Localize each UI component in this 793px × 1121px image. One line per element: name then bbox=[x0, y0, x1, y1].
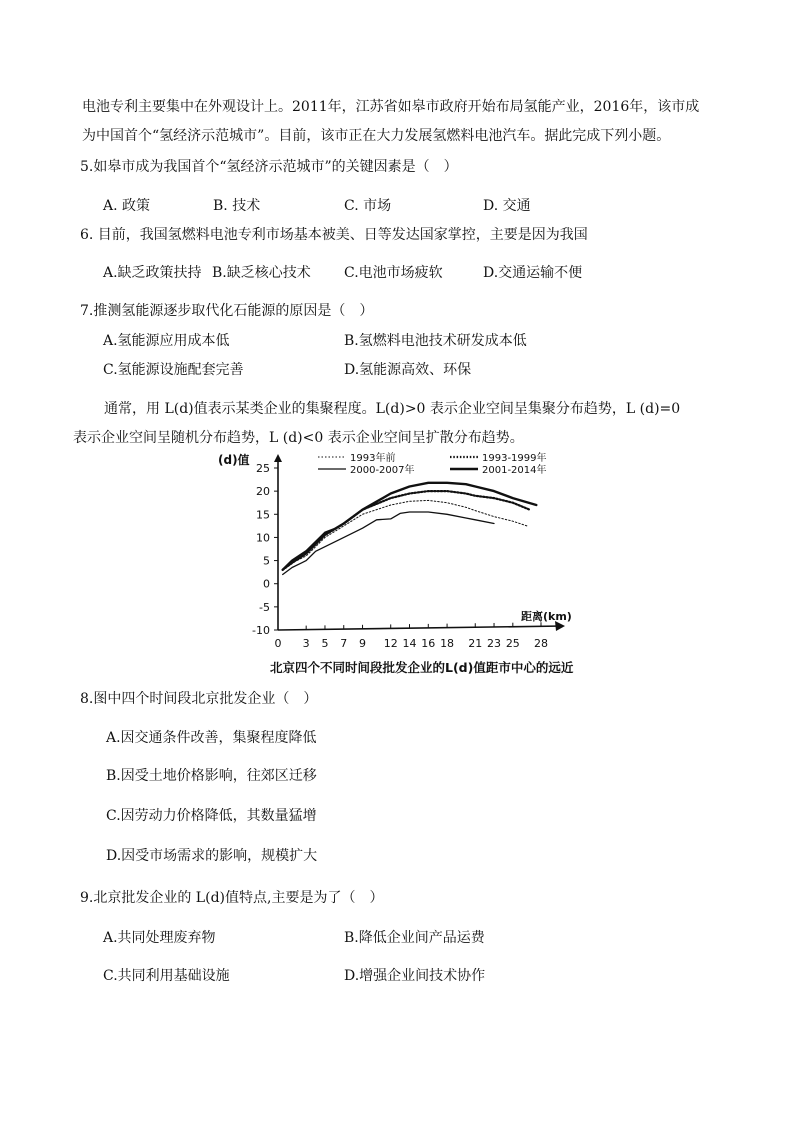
question-9-option-a: A.共同处理废弃物 bbox=[103, 930, 216, 946]
legend-label-2: 2000-2007年 bbox=[350, 465, 415, 476]
x-tick-label: 18 bbox=[440, 637, 455, 650]
y-tick-label: -5 bbox=[259, 600, 270, 614]
question-7-option-d: D.氢能源高效、环保 bbox=[344, 362, 472, 378]
legend-label-0: 1993年前 bbox=[350, 453, 396, 464]
question-8-stem: 8.图中四个时间段北京批发企业（ ） bbox=[80, 691, 318, 707]
question-8-option-c: C.因劳动力价格降低，其数量猛增 bbox=[106, 808, 317, 824]
x-tick-label: 25 bbox=[505, 637, 520, 650]
question-5-option-d: D. 交通 bbox=[483, 198, 531, 214]
ld-value-chart bbox=[218, 448, 576, 678]
x-axis-title: 距离(km) bbox=[521, 610, 572, 623]
question-9-option-d: D.增强企业间技术协作 bbox=[344, 968, 486, 984]
question-6-option-c: C.电池市场疲软 bbox=[344, 265, 443, 281]
x-tick-label: 23 bbox=[487, 637, 502, 650]
question-8-option-a: A.因交通条件改善，集聚程度降低 bbox=[106, 730, 317, 746]
question-7-stem: 7.推测氢能源逐步取代化石能源的原因是（ ） bbox=[80, 303, 374, 319]
question-5-option-b: B. 技术 bbox=[213, 198, 261, 214]
x-tick-label: 16 bbox=[421, 637, 436, 650]
y-axis-title: (d)值 bbox=[218, 453, 250, 467]
intro-line-1: 电池专利主要集中在外观设计上。2011年，江苏省如皋市政府开始布局氢能产业，2016年，该市成 bbox=[82, 99, 700, 115]
x-tick-label: 5 bbox=[321, 637, 329, 650]
question-7-option-c: C.氢能源设施配套完善 bbox=[103, 362, 244, 378]
intro-line-2: 为中国首个“氢经济示范城市”。目前，该市正在大力发展氢燃料电池汽车。据此完成下列小题。 bbox=[82, 128, 671, 144]
y-tick-label: 20 bbox=[256, 485, 270, 499]
question-9-option-b: B.降低企业间产品运费 bbox=[344, 930, 485, 946]
question-6-option-b: B.缺乏核心技术 bbox=[212, 265, 311, 281]
x-axis-line bbox=[278, 626, 563, 630]
question-6-option-a: A.缺乏政策扶持 bbox=[103, 265, 202, 281]
series-line-0 bbox=[283, 500, 527, 569]
x-tick-label: 3 bbox=[302, 637, 310, 650]
y-tick-label: -10 bbox=[252, 624, 270, 637]
y-tick-label: 15 bbox=[256, 508, 270, 522]
question-8-option-d: D.因受市场需求的影响，规模扩大 bbox=[106, 848, 318, 864]
question-5-stem: 5.如皋市成为我国首个“氢经济示范城市”的关键因素是（ ） bbox=[80, 159, 458, 175]
question-9-stem: 9.北京批发企业的 L(d)值特点,主要是为了（ ） bbox=[80, 890, 384, 906]
y-tick-label: 0 bbox=[263, 577, 270, 591]
y-tick-label: 25 bbox=[256, 462, 270, 475]
series-line-3 bbox=[283, 483, 537, 570]
chart-title: 北京四个不同时间段批发企业的L(d)值距市中心的远近 bbox=[270, 660, 574, 675]
series-line-1 bbox=[283, 491, 530, 570]
question-8-option-b: B.因受土地价格影响，往郊区迁移 bbox=[106, 768, 317, 784]
question-5-option-c: C. 市场 bbox=[344, 198, 392, 214]
question-6-stem: 6. 目前，我国氢燃料电池专利市场基本被美、日等发达国家掌控，主要是因为我国 bbox=[80, 227, 588, 243]
y-tick-label: 5 bbox=[263, 554, 270, 568]
y-tick-label: 10 bbox=[256, 531, 270, 545]
x-tick-label: 28 bbox=[534, 637, 548, 650]
question-7-option-a: A.氢能源应用成本低 bbox=[103, 333, 230, 349]
passage-line-2: 表示企业空间呈随机分布趋势，L (d)<0 表示企业空间呈扩散分布趋势。 bbox=[73, 430, 524, 446]
question-9-option-c: C.共同利用基础设施 bbox=[103, 968, 230, 984]
question-6-option-d: D.交通运输不便 bbox=[483, 265, 583, 281]
x-tick-label: 0 bbox=[274, 637, 282, 650]
x-tick-label: 9 bbox=[359, 637, 367, 650]
legend-label-1: 1993-1999年 bbox=[482, 453, 547, 464]
passage-line-1: 通常，用 L(d)值表示某类企业的集聚程度。L(d)>0 表示企业空间呈集聚分布趋势，L (d)=0 bbox=[104, 401, 681, 417]
question-5-option-a: A. 政策 bbox=[103, 198, 151, 214]
x-tick-label: 12 bbox=[383, 637, 398, 650]
legend-label-3: 2001-2014年 bbox=[482, 465, 547, 476]
x-tick-label: 7 bbox=[340, 637, 348, 650]
x-tick-label: 14 bbox=[402, 637, 417, 650]
y-axis-arrow bbox=[274, 454, 282, 462]
x-tick-label: 21 bbox=[468, 637, 483, 650]
question-7-option-b: B.氢燃料电池技术研发成本低 bbox=[344, 333, 527, 349]
